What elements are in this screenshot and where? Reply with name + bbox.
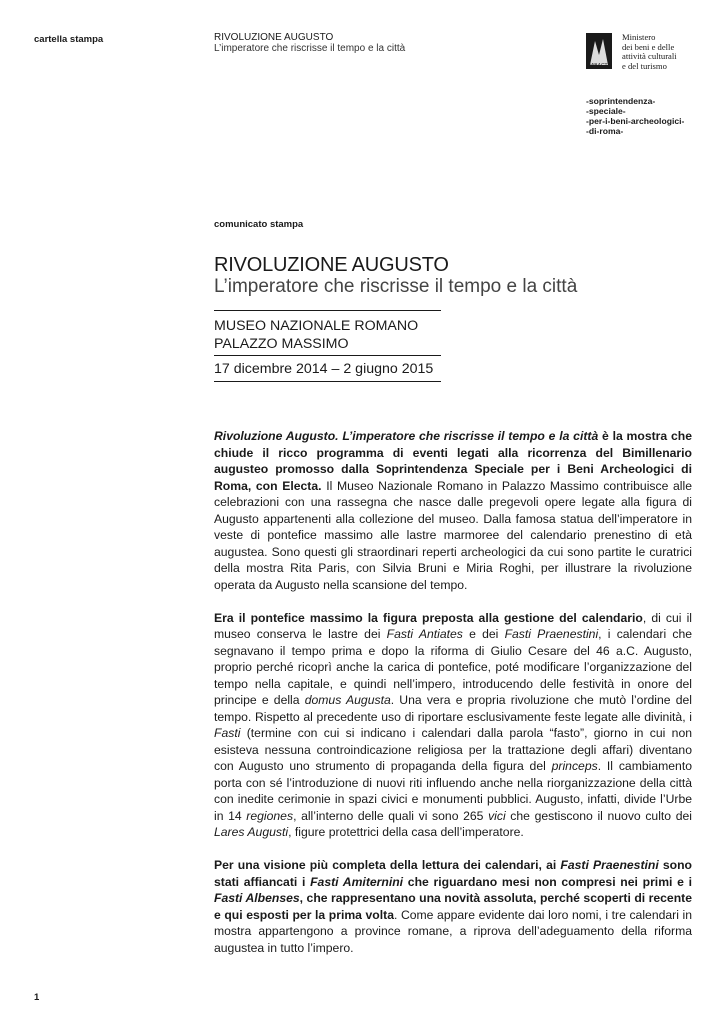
ministry-line: dei beni e delle	[622, 41, 675, 52]
page-number: 1	[34, 992, 40, 1003]
soprintendenza-line: -soprintendenza-	[586, 96, 656, 106]
ministry-name	[622, 33, 677, 71]
mibact-logo-icon	[586, 33, 612, 69]
ministry-logo	[586, 33, 612, 74]
soprintendenza-block	[586, 96, 684, 136]
release-label: comunicato stampa	[214, 219, 304, 230]
header-title: RIVOLUZIONE AUGUSTO	[214, 32, 334, 43]
logo-text: MiBACT	[589, 63, 608, 69]
divider	[214, 355, 441, 356]
venue-line: MUSEO NAZIONALE ROMANO	[214, 318, 419, 334]
section-label: cartella stampa	[34, 34, 104, 45]
divider	[214, 381, 441, 382]
venue-line: PALAZZO MASSIMO	[214, 336, 349, 352]
soprintendenza-line: -per-i-beni-archeologici-	[586, 116, 685, 126]
ministry-line: e del turismo	[622, 60, 667, 71]
paragraph: Era il pontefice massimo la figura preposta alla gestione del calendario, di cui il museo conserva le lastre dei Fasti Antiates e dei Fasti Praenestini, i calendari che segnavano il tempo prima e dopo la riforma di Giulio Cesare del 46 a.C. Augusto, proprio perché ricoprì anche la carica di pontefice, poté modificare l’organizzazione del tempo nella capitale, e quindi nell’impero, introducendo delle festività in onore del principe e della domus Augusta. Una vera e propria rivoluzione che mutò l’ordine del tempo. Rispetto al precedente uso di riportare esclusivamente feste legate alle divinità, i Fasti (termine con cui si indicano i calendari dalla parola “fasto”, giorno in cui non esisteva nessuna controindicazione religiosa per la trattazione degli affari) diventano con Augusto uno strumento di propaganda della figura del princeps. Il cambiamento porta con sé l’introduzione di nuovi riti influendo anche nella riorganizzazione della città con inedite cerimonie in spazi civici e monumenti pubblici. Augusto, infatti, divide l’Urbe in 14 regiones, all’interno delle quali vi sono 265 vici che gestiscono il nuovo culto dei Lares Augusti, figure protettrici della casa dell’imperatore.	[214, 610, 693, 839]
venue	[214, 317, 418, 353]
soprintendenza-line: -di-roma-	[586, 126, 624, 136]
ministry-line: attività culturali	[622, 51, 677, 62]
body-text	[214, 428, 692, 973]
divider	[214, 310, 441, 311]
paragraph: Rivoluzione Augusto. L’imperatore che riscrisse il tempo e la città è la mostra che chiude il ricco programma di eventi legati alla ricorrenza del Bimillenario augusteo promosso dalla Soprintendenza Speciale per i Beni Archeologici di Roma, con Electa. Il Museo Nazionale Romano in Palazzo Massimo contribuisce alle celebrazioni con una rassegna che nasce dalle pregevoli opere legate alla figura di Augusto appartenenti alla collezione del museo. Dalla famosa statua dell’imperatore in veste di pontefice massimo alle lastre marmoree del calendario prenestino di età augustea. Sono questi gli straordinari reperti archeologici da cui sono partite le curatrici della mostra Rita Paris, con Silvia Bruni e Miria Roghi, per illustrare la rivoluzione operata da Augusto nella scansione del tempo.	[214, 429, 692, 592]
release-subtitle: L’imperatore che riscrisse il tempo e la città	[214, 276, 578, 297]
paragraph: Per una visione più completa della lettura dei calendari, ai Fasti Praenestini sono stati affiancati i Fasti Amiternini che riguardano mesi non compresi nei primi e i Fasti Albenses, che rappresentano una novità assoluta, perché scoperti di recente e qui esposti per la prima volta. Come appare evidente dai loro nomi, i tre calendari in mostra appartengono a province romane, a riprova dell’adeguamento della riforma augustea in tutto l’impero.	[214, 858, 693, 955]
header-subtitle: L’imperatore che riscrisse il tempo e la città	[214, 43, 406, 54]
ministry-line: Ministero	[622, 32, 656, 42]
soprintendenza-line: -speciale-	[586, 106, 626, 116]
header-title-block	[214, 32, 405, 54]
exhibition-dates: 17 dicembre 2014 – 2 giugno 2015	[214, 361, 434, 377]
release-title: RIVOLUZIONE AUGUSTO	[214, 254, 449, 276]
